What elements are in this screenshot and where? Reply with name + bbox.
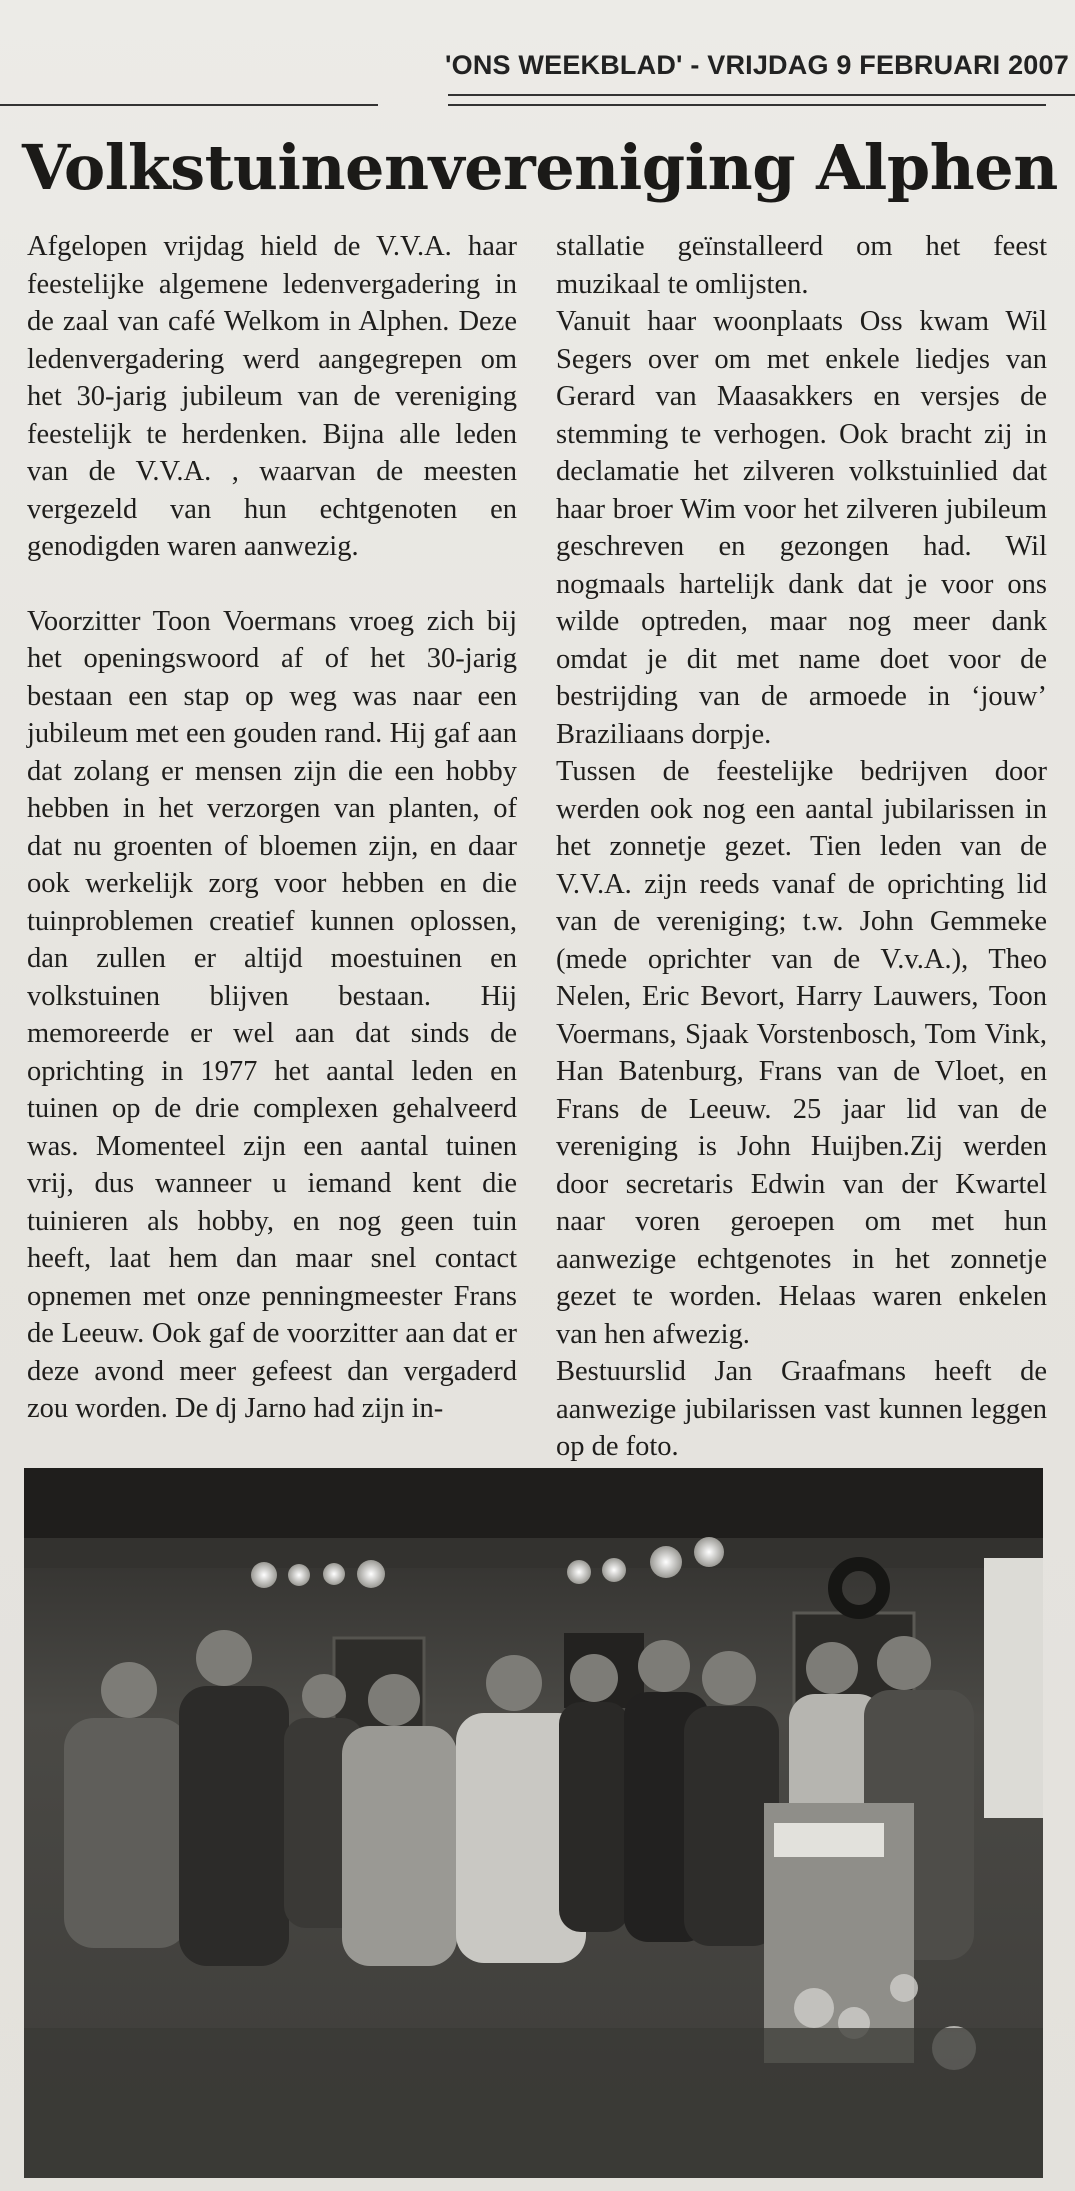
paragraph: Voorzitter Toon Voermans vroeg zich bij het openingswoord af of het 30-jarig bestaan een stap op weg was naar een jubileum met een gouden rand. Hij gaf aan dat zolang er mensen zijn die een hobby hebben in het verzorgen van planten, of dat nu groenten of bloemen zijn, en daar ook werkelijk zorg voor hebben en die tuinproblemen creatief kunnen oplossen, dan zullen er altijd moestuinen en volkstuinen blijven bestaan. Hij memoreerde er wel aan dat sinds de oprichting in 1977 het aantal leden en tuinen op de drie complexen gehalveerd was. Momenteel zijn een aantal tuinen vrij, dus wanneer u iemand kent die tuinieren als hobby, en nog geen tuin heeft, laat hem dan maar snel contact opnemen met onze penningmeester Frans de Leeuw. Ook gaf de voorzitter aan dat er deze avond meer gefeest dan vergaderd zou worden. De dj Jarno had zijn in- (27, 605, 517, 1424)
article-column-right (556, 228, 1047, 1466)
masthead: 'ONS WEEKBLAD' - VRIJDAG 9 FEBRUARI 2007 (445, 50, 1069, 80)
article-column-left (27, 228, 517, 1428)
article-headline: Volkstuinenvereniging Alphen (22, 131, 1058, 204)
paragraph: stallatie geïnstalleerd om het feest muzikaal te omlijsten. (556, 231, 1047, 300)
paragraph: Vanuit haar woonplaats Oss kwam Wil Segers over om met enkele liedjes van Gerard van Maasakkers en versjes de stemming te verhogen. Ook bracht zij in declamatie het zilveren volkstuinlied dat haar broer Wim voor het zilveren jubileum geschreven en gezongen had. Wil nogmaals hartelijk dank dat je voor ons wilde optreden, maar nog meer dank omdat je dit met name doet voor de bestrijding van de armoede in ‘jouw’ Braziliaans dorpje. (556, 306, 1047, 750)
divider-rule (448, 94, 1075, 96)
divider-rule (0, 104, 378, 106)
paragraph: Bestuurslid Jan Graafmans heeft de aanwezige jubilarissen vast kunnen leggen op de foto. (556, 1356, 1047, 1462)
divider-rule (448, 104, 1046, 106)
paragraph: Tussen de feestelijke bedrijven door werden ook nog een aantal jubilarissen in het zonnetje gezet. Tien leden van de V.V.A. zijn reeds vanaf de oprichting lid van de vereniging; t.w. John Gemmeke (mede oprichter van de V.v.A.), Theo Nelen, Eric Bevort, Harry Lauwers, Toon Voermans, Sjaak Vorstenbosch, Tom Vink, Han Batenburg, Frans van de Vloet, en Frans de Leeuw. 25 jaar lid van de vereniging is John Huijben.Zij werden door secretaris Edwin van der Kwartel naar voren geroepen om met hun aanwezige echtgenotes in het zonnetje gezet te worden. Helaas waren enkelen van hen afwezig. (556, 756, 1047, 1350)
paragraph: Afgelopen vrijdag hield de V.V.A. haar feestelijke algemene ledenvergadering in de zaal van café Welkom in Alphen. Deze ledenvergadering werd aangegrepen om het 30-jarig jubileum van de vereniging feestelijk te herdenken. Bijna alle leden van de V.V.A. , waarvan de meesten vergezeld van hun echtgenoten en genodigden waren aanwezig. (27, 231, 517, 562)
group-photo (24, 1468, 1043, 2178)
group-photo-image (24, 1468, 1043, 2178)
